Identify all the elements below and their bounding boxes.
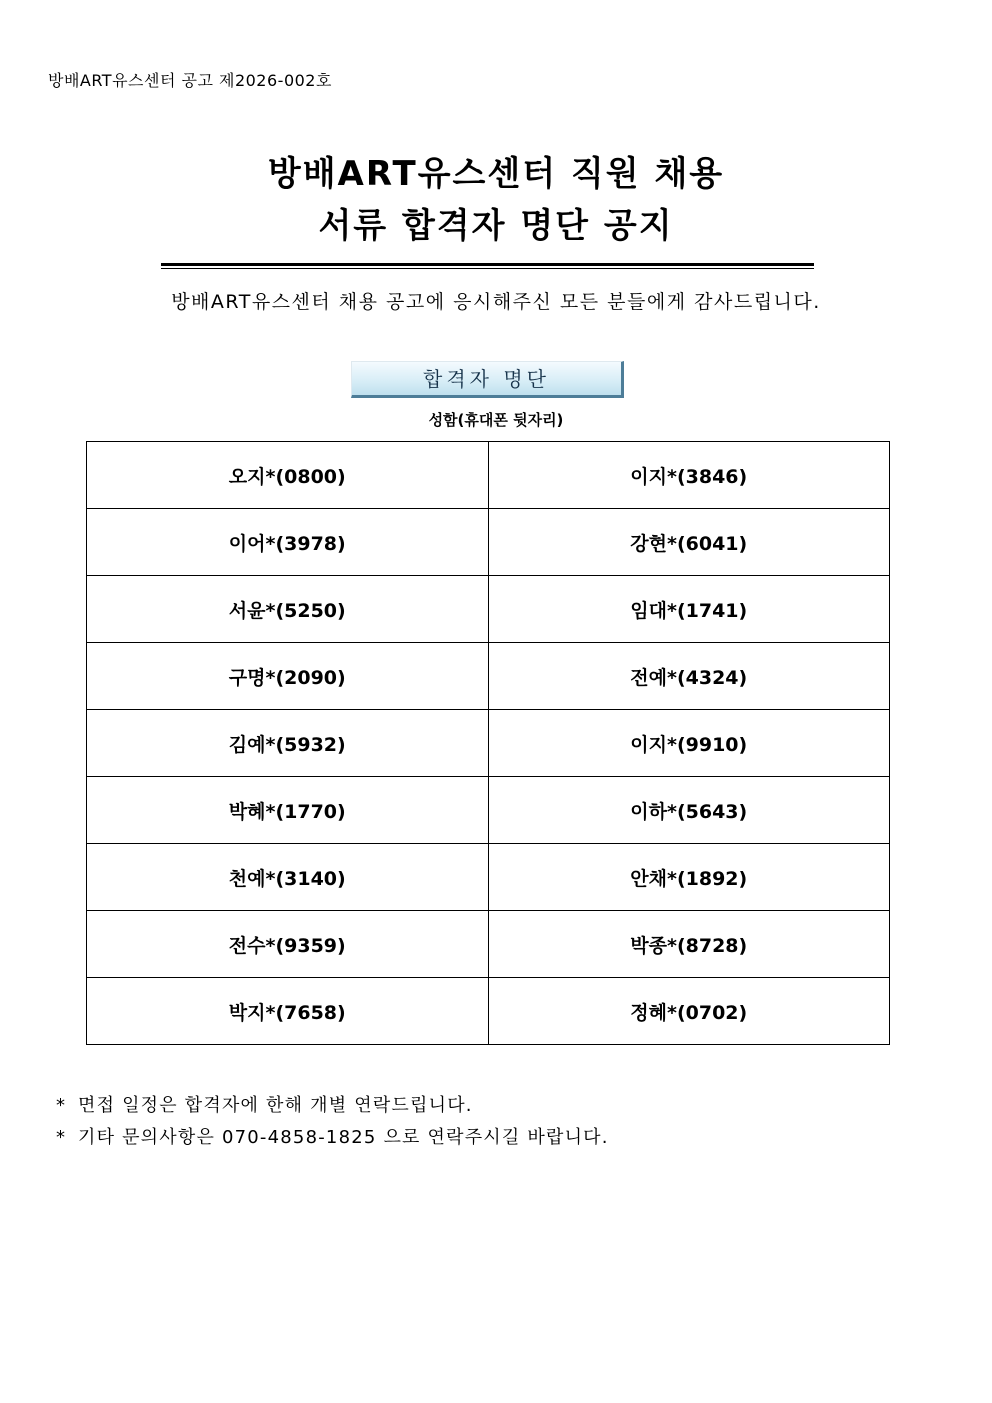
- table-cell: 이하*(5643): [488, 777, 890, 844]
- table-row: [87, 576, 890, 643]
- note-contact-info: [56, 1122, 609, 1154]
- table-row: [87, 710, 890, 777]
- table-cell: 안채*(1892): [488, 844, 890, 911]
- note-text: 면접 일정은 합격자에 한해 개별 연락드립니다.: [78, 1095, 473, 1116]
- table-cell: 박지*(7658): [87, 978, 489, 1045]
- table-row: [87, 911, 890, 978]
- table-cell: 박종*(8728): [488, 911, 890, 978]
- list-heading-box: 합격자 명단: [351, 361, 624, 398]
- note-bullet: *: [56, 1127, 67, 1148]
- table-cell: 전예*(4324): [488, 643, 890, 710]
- passer-table: [86, 441, 890, 1045]
- table-cell: 정혜*(0702): [488, 978, 890, 1045]
- notes-section: [56, 1090, 609, 1154]
- table-cell: 구명*(2090): [87, 643, 489, 710]
- table-cell: 이지*(9910): [488, 710, 890, 777]
- table-cell: 이지*(3846): [488, 442, 890, 509]
- intro-text: 방배ART유스센터 채용 공고에 응시해주신 모든 분들에게 감사드립니다.: [171, 291, 821, 313]
- table-cell: 김예*(5932): [87, 710, 489, 777]
- table-cell: 전수*(9359): [87, 911, 489, 978]
- table-cell: 이어*(3978): [87, 509, 489, 576]
- table-row: [87, 509, 890, 576]
- table-cell: 임대*(1741): [488, 576, 890, 643]
- page-title: [0, 148, 992, 252]
- table-row: [87, 643, 890, 710]
- table-row: [87, 844, 890, 911]
- document-number: 방배ART유스센터 공고 제2026-002호: [48, 71, 332, 90]
- note-bullet: *: [56, 1095, 67, 1116]
- table-row: [87, 442, 890, 509]
- note-text: 기타 문의사항은 070-4858-1825 으로 연락주시길 바랍니다.: [78, 1127, 609, 1148]
- list-subtitle: 성함(휴대폰 뒷자리): [428, 411, 564, 429]
- note-interview-schedule: [56, 1090, 609, 1122]
- table-row: [87, 978, 890, 1045]
- title-divider: [161, 263, 814, 269]
- table-row: [87, 777, 890, 844]
- table-cell: 천예*(3140): [87, 844, 489, 911]
- table-cell: 오지*(0800): [87, 442, 489, 509]
- table-cell: 박혜*(1770): [87, 777, 489, 844]
- table-cell: 서윤*(5250): [87, 576, 489, 643]
- title-line-2: 서류 합격자 명단 공지: [318, 206, 674, 246]
- table-cell: 강현*(6041): [488, 509, 890, 576]
- title-line-1: 방배ART유스센터 직원 채용: [267, 154, 725, 194]
